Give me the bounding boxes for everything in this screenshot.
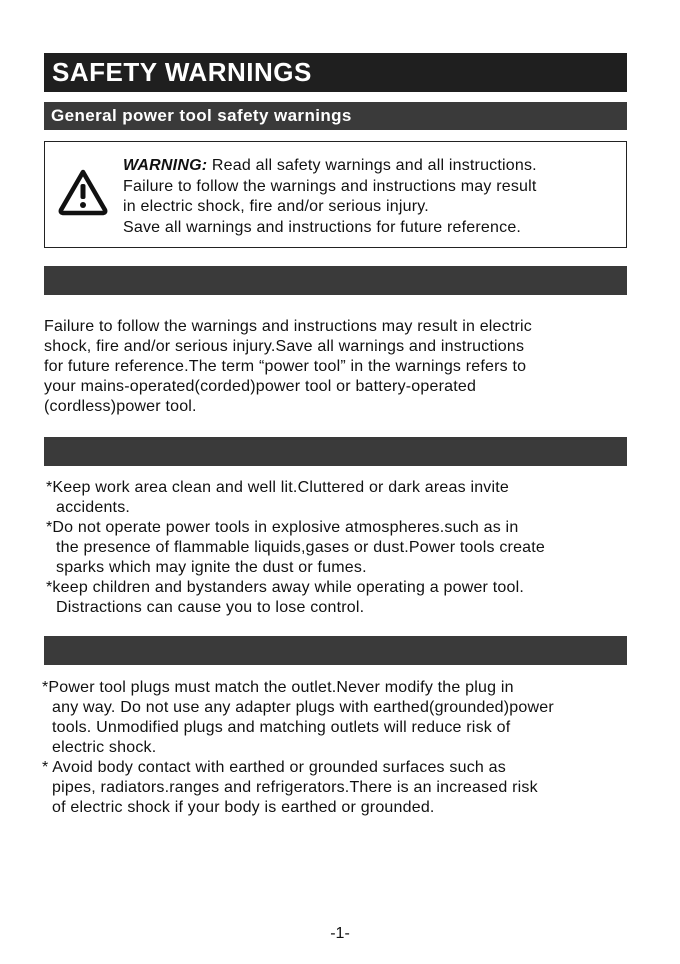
list-item: *Power tool plugs must match the outlet.Never modify the plug in any way. Do not use any adapter plugs with earthed(grounded)power tools. Unmodified plugs and matching outlets will reduce risk of electric shock. xyxy=(42,679,554,756)
paragraph-line: (cordless)power tool. xyxy=(44,398,197,415)
section-header-bar xyxy=(44,636,627,665)
list-item: * Avoid body contact with earthed or grounded surfaces such as pipes, radiators.ranges and refrigerators.There is an increased risk of electric shock if your body is earthed or grounded. xyxy=(42,759,538,816)
list-item: *Keep work area clean and well lit.Cluttered or dark areas invite accidents. xyxy=(46,479,510,516)
warning-box xyxy=(44,141,627,248)
electrical-safety-list xyxy=(42,678,652,818)
warning-line: in electric shock, fire and/or serious injury. xyxy=(123,198,429,215)
section-header-bar xyxy=(44,437,627,466)
warning-label: WARNING: xyxy=(123,157,208,174)
paragraph-line: for future reference.The term “power tool” in the warnings refers to xyxy=(44,358,527,375)
paragraph-line: Failure to follow the warnings and instructions may result in electric xyxy=(44,318,532,335)
list-item: *keep children and bystanders away while operating a power tool. Distractions can cause you to lose control. xyxy=(46,579,524,616)
paragraph-line: your mains-operated(corded)power tool or battery-operated xyxy=(44,378,477,395)
page-number: -1- xyxy=(330,925,350,942)
warning-line: WARNING: Read all safety warnings and all instructions. xyxy=(123,157,537,174)
work-area-safety-list xyxy=(46,478,656,618)
page-title: SAFETY WARNINGS xyxy=(44,53,627,92)
warning-line: Save all warnings and instructions for future reference. xyxy=(123,218,522,236)
section-subtitle: General power tool safety warnings xyxy=(44,102,627,130)
warning-line: Failure to follow the warnings and instructions may result xyxy=(123,177,537,195)
paragraph-line: shock, fire and/or serious injury.Save all warnings and instructions xyxy=(44,338,525,355)
warning-triangle-icon xyxy=(57,168,109,216)
warning-text xyxy=(123,156,623,238)
list-item: *Do not operate power tools in explosive atmospheres.such as in the presence of flammable liquids,gases or dust.Power tools create sparks which may ignite the dust or fumes. xyxy=(46,519,546,576)
section-header-bar xyxy=(44,266,627,295)
general-warnings-paragraph xyxy=(44,317,654,417)
